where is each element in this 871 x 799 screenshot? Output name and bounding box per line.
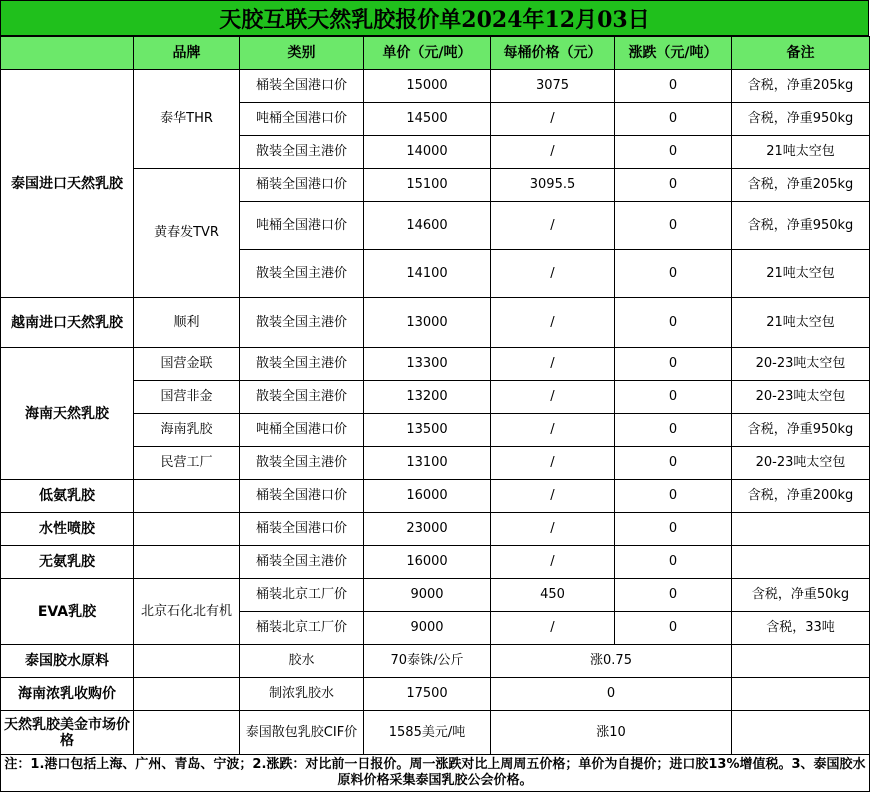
brand-cell: 北京石化北有机 bbox=[134, 579, 240, 645]
group-cell: 水性喷胶 bbox=[1, 513, 134, 546]
change-cell: 0 bbox=[615, 414, 732, 447]
barrel-cell: 450 bbox=[491, 579, 615, 612]
brand-cell: 国营非金 bbox=[134, 381, 240, 414]
remark-cell: 21吨太空包 bbox=[732, 298, 870, 348]
brand-cell bbox=[134, 711, 240, 755]
brand-cell: 顺利 bbox=[134, 298, 240, 348]
price-cell: 9000 bbox=[364, 579, 491, 612]
type-cell: 散装全国主港价 bbox=[240, 298, 364, 348]
table-row bbox=[1, 645, 870, 678]
footnote-row bbox=[1, 755, 870, 792]
price-cell: 70泰铢/公斤 bbox=[364, 645, 491, 678]
price-cell: 13200 bbox=[364, 381, 491, 414]
table-row bbox=[1, 546, 870, 579]
barrel-cell: / bbox=[491, 513, 615, 546]
price-cell: 14500 bbox=[364, 103, 491, 136]
barrel-cell: / bbox=[491, 136, 615, 169]
brand-cell: 黄春发TVR bbox=[134, 169, 240, 298]
remark-cell bbox=[732, 645, 870, 678]
change-cell: 0 bbox=[615, 202, 732, 250]
group-cell: 低氨乳胶 bbox=[1, 480, 134, 513]
remark-cell: 21吨太空包 bbox=[732, 136, 870, 169]
price-cell: 16000 bbox=[364, 546, 491, 579]
header-change: 涨跌（元/吨） bbox=[615, 37, 732, 70]
change-cell: 0 bbox=[615, 480, 732, 513]
price-cell: 17500 bbox=[364, 678, 491, 711]
table-row bbox=[1, 480, 870, 513]
brand-cell: 泰华THR bbox=[134, 70, 240, 169]
type-cell: 胶水 bbox=[240, 645, 364, 678]
price-table bbox=[0, 36, 870, 792]
type-cell: 吨桶全国港口价 bbox=[240, 414, 364, 447]
remark-cell: 20-23吨太空包 bbox=[732, 447, 870, 480]
change-cell: 0 bbox=[615, 579, 732, 612]
footnote: 注：1.港口包括上海、广州、青岛、宁波；2.涨跌：对比前一日报价。周一涨跌对比上周周五价格；单价为自提价；进口胶13%增值税。3、泰国胶水原料价格采集泰国乳胶公会价格。 bbox=[1, 755, 870, 792]
barrel-cell: / bbox=[491, 612, 615, 645]
price-cell: 13000 bbox=[364, 298, 491, 348]
header-price: 单价（元/吨） bbox=[364, 37, 491, 70]
type-cell: 桶装全国港口价 bbox=[240, 70, 364, 103]
change-cell: 0 bbox=[615, 513, 732, 546]
type-cell: 泰国散包乳胶CIF价 bbox=[240, 711, 364, 755]
type-cell: 散装全国主港价 bbox=[240, 348, 364, 381]
barrel-cell: / bbox=[491, 103, 615, 136]
change-cell: 0 bbox=[615, 103, 732, 136]
type-cell: 桶装北京工厂价 bbox=[240, 579, 364, 612]
remark-cell: 含税，净重205kg bbox=[732, 169, 870, 202]
type-cell: 桶装全国主港价 bbox=[240, 546, 364, 579]
type-cell: 桶装北京工厂价 bbox=[240, 612, 364, 645]
price-cell: 15100 bbox=[364, 169, 491, 202]
change-cell: 0 bbox=[615, 250, 732, 298]
price-cell: 16000 bbox=[364, 480, 491, 513]
remark-cell bbox=[732, 546, 870, 579]
barrel-cell: / bbox=[491, 348, 615, 381]
price-cell: 13100 bbox=[364, 447, 491, 480]
group-cell: 海南浓乳收购价 bbox=[1, 678, 134, 711]
type-cell: 桶装全国港口价 bbox=[240, 513, 364, 546]
type-cell: 散装全国主港价 bbox=[240, 136, 364, 169]
brand-cell: 海南乳胶 bbox=[134, 414, 240, 447]
change-cell: 0 bbox=[615, 136, 732, 169]
change-cell: 0 bbox=[615, 381, 732, 414]
change-cell: 0 bbox=[615, 348, 732, 381]
group-cell: 越南进口天然乳胶 bbox=[1, 298, 134, 348]
brand-cell bbox=[134, 480, 240, 513]
barrel-cell: / bbox=[491, 546, 615, 579]
remark-cell bbox=[732, 513, 870, 546]
type-cell: 桶装全国港口价 bbox=[240, 480, 364, 513]
table-row bbox=[1, 298, 870, 348]
remark-cell: 20-23吨太空包 bbox=[732, 381, 870, 414]
barrel-cell: / bbox=[491, 202, 615, 250]
change-cell: 0 bbox=[491, 678, 732, 711]
brand-cell: 民营工厂 bbox=[134, 447, 240, 480]
price-cell: 23000 bbox=[364, 513, 491, 546]
header-row bbox=[1, 37, 870, 70]
barrel-cell: / bbox=[491, 480, 615, 513]
change-cell: 0 bbox=[615, 169, 732, 202]
table-row bbox=[1, 579, 870, 612]
sheet-title: 天胶互联天然乳胶报价单2024年12月03日 bbox=[0, 0, 869, 36]
header-brand: 品牌 bbox=[134, 37, 240, 70]
change-cell: 0 bbox=[615, 546, 732, 579]
brand-cell bbox=[134, 645, 240, 678]
change-cell: 0 bbox=[615, 70, 732, 103]
type-cell: 散装全国主港价 bbox=[240, 381, 364, 414]
change-cell: 0 bbox=[615, 447, 732, 480]
price-cell: 1585美元/吨 bbox=[364, 711, 491, 755]
barrel-cell: / bbox=[491, 298, 615, 348]
brand-cell bbox=[134, 678, 240, 711]
type-cell: 散装全国主港价 bbox=[240, 250, 364, 298]
price-cell: 14000 bbox=[364, 136, 491, 169]
group-cell: 无氨乳胶 bbox=[1, 546, 134, 579]
table-row bbox=[1, 711, 870, 755]
change-cell: 0 bbox=[615, 612, 732, 645]
brand-cell: 国营金联 bbox=[134, 348, 240, 381]
type-cell: 桶装全国港口价 bbox=[240, 169, 364, 202]
type-cell: 散装全国主港价 bbox=[240, 447, 364, 480]
type-cell: 制浓乳胶水 bbox=[240, 678, 364, 711]
group-cell: EVA乳胶 bbox=[1, 579, 134, 645]
remark-cell bbox=[732, 711, 870, 755]
barrel-cell: 3095.5 bbox=[491, 169, 615, 202]
price-cell: 14600 bbox=[364, 202, 491, 250]
barrel-cell: 3075 bbox=[491, 70, 615, 103]
header-remark: 备注 bbox=[732, 37, 870, 70]
price-cell: 13300 bbox=[364, 348, 491, 381]
remark-cell: 含税，33吨 bbox=[732, 612, 870, 645]
remark-cell: 20-23吨太空包 bbox=[732, 348, 870, 381]
barrel-cell: / bbox=[491, 250, 615, 298]
remark-cell: 含税，净重950kg bbox=[732, 414, 870, 447]
group-cell: 天然乳胶美金市场价格 bbox=[1, 711, 134, 755]
group-cell: 泰国进口天然乳胶 bbox=[1, 70, 134, 298]
table-row bbox=[1, 513, 870, 546]
group-cell: 海南天然乳胶 bbox=[1, 348, 134, 480]
price-cell: 9000 bbox=[364, 612, 491, 645]
remark-cell: 含税，净重950kg bbox=[732, 103, 870, 136]
header-barrel: 每桶价格（元） bbox=[491, 37, 615, 70]
remark-cell: 含税，净重200kg bbox=[732, 480, 870, 513]
price-cell: 14100 bbox=[364, 250, 491, 298]
header-group bbox=[1, 37, 134, 70]
brand-cell bbox=[134, 546, 240, 579]
header-type: 类别 bbox=[240, 37, 364, 70]
barrel-cell: / bbox=[491, 381, 615, 414]
table-row bbox=[1, 678, 870, 711]
group-cell: 泰国胶水原料 bbox=[1, 645, 134, 678]
remark-cell: 含税，净重50kg bbox=[732, 579, 870, 612]
brand-cell bbox=[134, 513, 240, 546]
change-cell: 0 bbox=[615, 298, 732, 348]
remark-cell: 21吨太空包 bbox=[732, 250, 870, 298]
barrel-cell: / bbox=[491, 414, 615, 447]
table-row bbox=[1, 70, 870, 103]
type-cell: 吨桶全国港口价 bbox=[240, 103, 364, 136]
type-cell: 吨桶全国港口价 bbox=[240, 202, 364, 250]
remark-cell: 含税，净重950kg bbox=[732, 202, 870, 250]
price-cell: 15000 bbox=[364, 70, 491, 103]
table-row bbox=[1, 348, 870, 381]
change-cell: 涨0.75 bbox=[491, 645, 732, 678]
change-cell: 涨10 bbox=[491, 711, 732, 755]
barrel-cell: / bbox=[491, 447, 615, 480]
remark-cell: 含税，净重205kg bbox=[732, 70, 870, 103]
price-cell: 13500 bbox=[364, 414, 491, 447]
remark-cell bbox=[732, 678, 870, 711]
